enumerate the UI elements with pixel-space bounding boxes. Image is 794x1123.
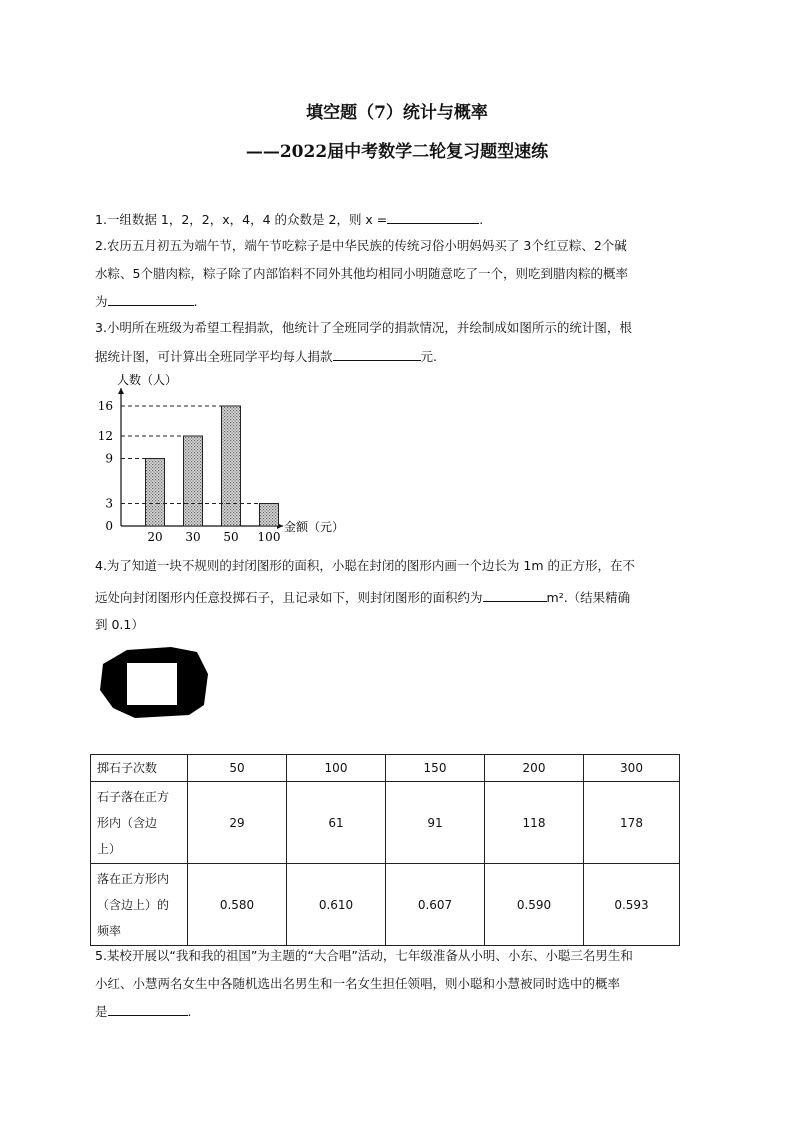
table-row [91, 864, 680, 946]
q2-line-2: 水粽、5个腊肉粽，粽子除了内部馅料不同外其他均相同小明随意吃了一个，则吃到腊肉粽的概率 [95, 266, 628, 281]
y-tick-label: 16 [97, 399, 113, 413]
q5-line-3-text: 是 [95, 1004, 108, 1019]
table-header-label: 掷石子次数 [91, 755, 188, 782]
page-title: 填空题（7）统计与概率 [306, 103, 488, 123]
table-row-label [91, 864, 188, 946]
question-1 [95, 209, 705, 230]
q2-answer-blank[interactable] [108, 291, 194, 306]
q5-line-1: 5.某校开展以“我和我的祖国”为主题的“大合唱”活动，七年级准备从小明、小东、小聪三名男生和 [95, 948, 633, 963]
q5-answer-blank[interactable] [108, 1001, 188, 1016]
y-axis-arrow [118, 388, 124, 394]
bar [146, 459, 165, 527]
y-tick-label: 12 [97, 429, 113, 443]
row-label-line: 形内（含边 [97, 815, 158, 830]
table-row [91, 755, 680, 782]
q2-line-3 [95, 291, 705, 312]
row-label-line: （含边上）的 [97, 897, 170, 912]
q5-end: . [187, 1004, 192, 1019]
table-cell: 118 [485, 782, 584, 864]
table-cell: 0.590 [485, 864, 584, 946]
q4-line-2 [95, 587, 705, 608]
y-tick-label: 3 [105, 496, 113, 511]
row-label-line: 频率 [97, 923, 122, 938]
x-tick-label: 50 [223, 530, 239, 544]
q3-answer-blank[interactable] [333, 346, 421, 361]
q3-line-2 [95, 346, 705, 367]
table-cell: 0.580 [188, 864, 287, 946]
table-row [91, 782, 680, 864]
q5-line-3 [95, 1001, 705, 1022]
inner-square [127, 663, 177, 705]
q2-end: . [193, 294, 198, 309]
row-label-line: 落在正方形内 [97, 871, 170, 886]
page-subtitle: ——2022届中考数学二轮复习题型速练 [245, 142, 549, 162]
q3-end: 元. [420, 349, 437, 364]
table-cell: 61 [287, 782, 386, 864]
table-cell: 0.593 [584, 864, 680, 946]
q3-line-1: 3.小明所在班级为希望工程捐款，他统计了全班同学的捐款情况，并绘制成如图所示的统计图，根 [95, 320, 632, 335]
q3-line-2-text: 据统计图，可计算出全班同学平均每人捐款 [95, 349, 333, 364]
y-tick-label: 9 [105, 451, 113, 466]
bar [260, 504, 279, 527]
stone-throw-table [90, 754, 680, 946]
bar [184, 436, 203, 526]
x-tick-label: 100 [257, 530, 281, 544]
q4-line-1: 4.为了知道一块不规则的封闭图形的面积，小聪在封闭的图形内画一个边长为 1m 的正方形，在不 [95, 558, 636, 573]
q1-end: . [479, 212, 484, 227]
table-cell: 29 [188, 782, 287, 864]
donation-bar-chart [95, 368, 365, 548]
x-axis-label: 金额（元） [284, 520, 345, 534]
table-cell: 0.607 [386, 864, 485, 946]
table-cell: 100 [287, 755, 386, 782]
table-cell: 300 [584, 755, 680, 782]
table-row-label [91, 782, 188, 864]
x-tick-label: 30 [185, 530, 201, 544]
row-label-line: 石子落在正方 [97, 789, 170, 804]
y-axis-label: 人数（人） [117, 373, 178, 387]
x-tick-label: 20 [147, 530, 163, 544]
q2-line-3-text: 为 [95, 294, 108, 309]
table-cell: 150 [386, 755, 485, 782]
q4-line-2-text: 远处向封闭图形内任意投掷石子，且记录如下，则封闭图形的面积约为 [95, 590, 483, 605]
q1-text: 1.一组数据 1，2，2，x，4，4 的众数是 2，则 x = [95, 212, 388, 227]
q4-line-3: 到 0.1） [95, 617, 144, 632]
q4-answer-blank[interactable] [483, 587, 547, 602]
y-tick-label: 0 [105, 519, 113, 533]
row-label-line: 上） [97, 841, 122, 856]
irregular-shape-figure [97, 642, 213, 718]
q4-unit: m² [546, 590, 564, 605]
table-cell: 0.610 [287, 864, 386, 946]
table-cell: 50 [188, 755, 287, 782]
bar [222, 406, 241, 526]
table-cell: 178 [584, 782, 680, 864]
table-cell: 91 [386, 782, 485, 864]
q2-line-1: 2.农历五月初五为端午节，端午节吃粽子是中华民族的传统习俗小明妈妈买了 3个红豆粽、2个碱 [95, 238, 627, 253]
table-cell: 200 [485, 755, 584, 782]
q4-line-2-end: .（结果精确 [563, 590, 631, 605]
q5-line-2: 小红、小慧两名女生中各随机选出名男生和一名女生担任领唱，则小聪和小慧被同时选中的概率 [95, 976, 621, 991]
q1-answer-blank[interactable] [387, 209, 479, 224]
